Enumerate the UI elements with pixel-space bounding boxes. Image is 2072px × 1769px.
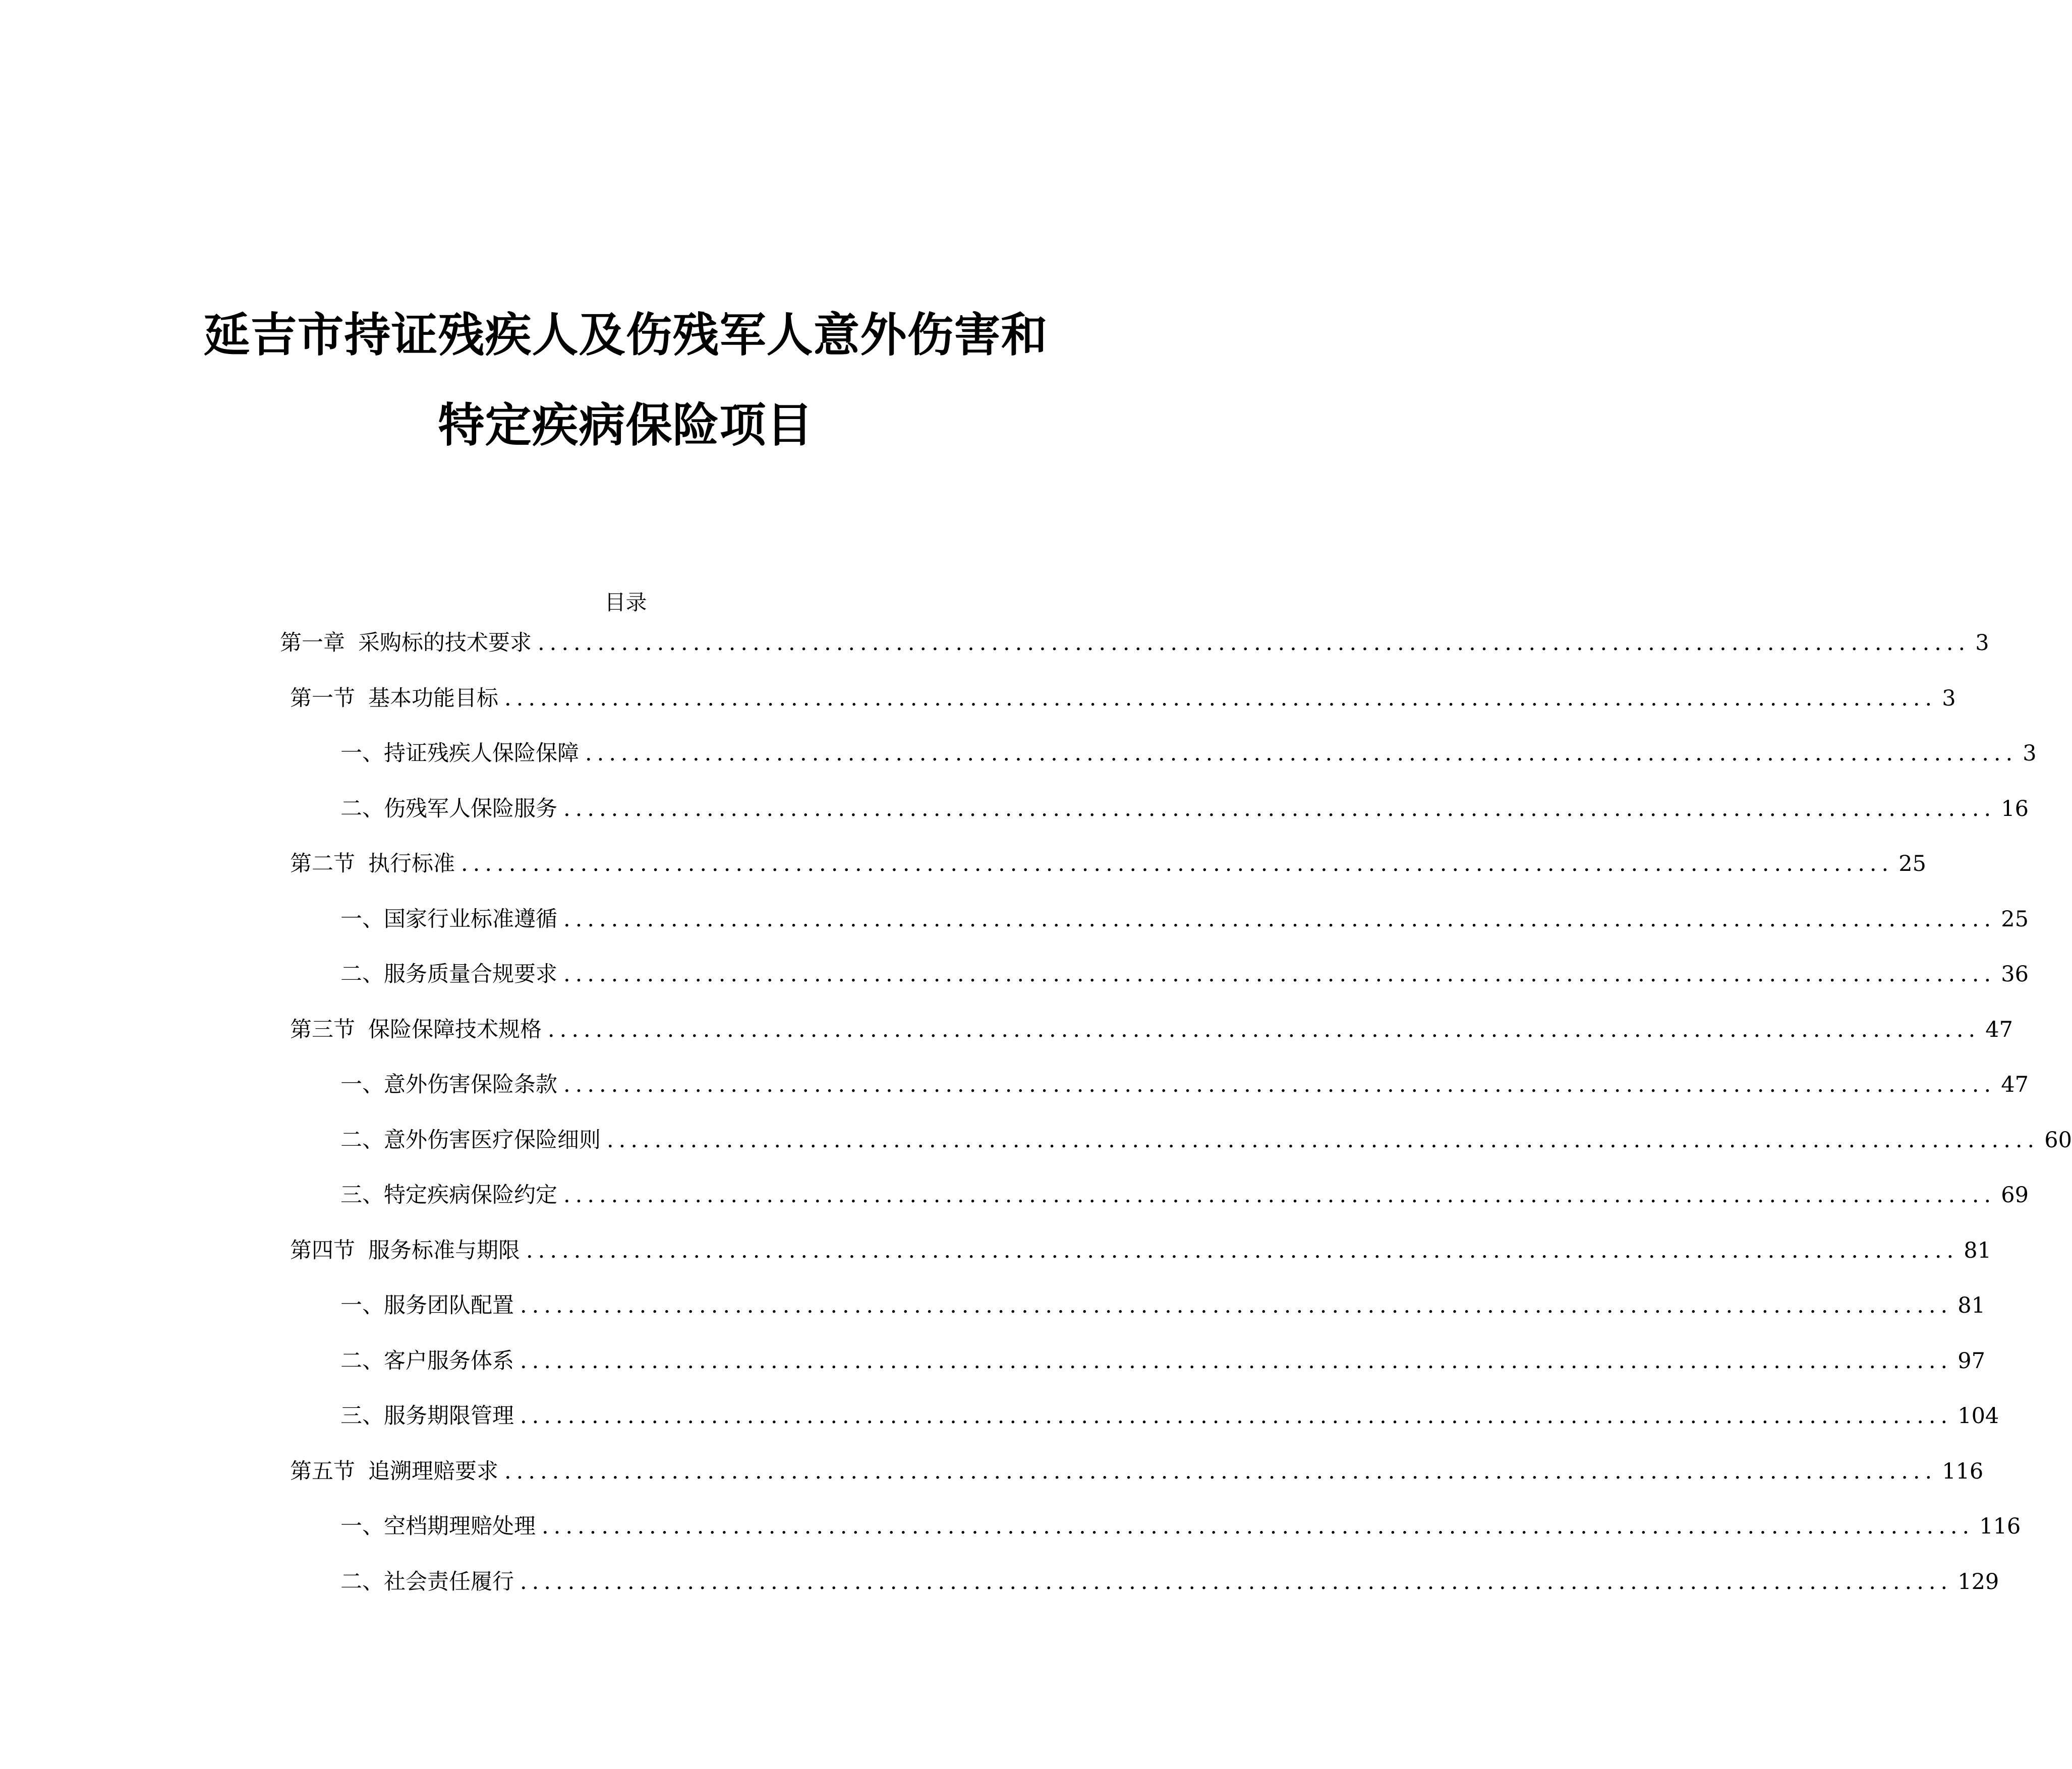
toc-entry-page: 47	[2001, 1072, 2029, 1097]
toc-entry-prefix: 二、	[340, 796, 384, 821]
toc-leader-dots: ........................................................................................................................	[563, 1072, 1996, 1097]
toc-entry-item[interactable]	[340, 1123, 2072, 1158]
toc-entry-page: 3	[2023, 741, 2037, 766]
toc-entry-page: 129	[1958, 1569, 1999, 1595]
toc-leader-dots: ........................................................................................................................	[548, 1017, 1981, 1042]
toc-heading: 目录	[604, 590, 647, 615]
toc-entry-label: 伤残军人保险服务	[384, 796, 557, 821]
toc-entry-section-5[interactable]	[290, 1454, 1984, 1489]
toc-entry-prefix: 第二节	[290, 851, 355, 876]
toc-entry-item[interactable]	[340, 902, 2029, 937]
toc-entry-page: 69	[2001, 1183, 2029, 1208]
toc-entry-label: 客户服务体系	[384, 1348, 514, 1374]
toc-leader-dots: ........................................................................................................................	[520, 1293, 1953, 1318]
toc-leader-dots: ........................................................................................................................	[520, 1569, 1953, 1595]
toc-entry-section-1[interactable]	[290, 681, 1956, 716]
toc-entry-page: 81	[1964, 1238, 1991, 1263]
toc-entry-page: 3	[1975, 630, 1989, 656]
toc-entry-page: 47	[1985, 1017, 2013, 1042]
toc-entry-item[interactable]	[340, 1564, 1999, 1600]
toc-entry-label: 基本功能目标	[368, 686, 498, 711]
toc-entry-page: 25	[2001, 907, 2029, 932]
toc-entry-prefix: 一、	[340, 1072, 384, 1097]
toc-entry-label: 追溯理赔要求	[368, 1459, 498, 1484]
toc-entry-label: 服务质量合规要求	[384, 962, 557, 987]
toc-entry-prefix: 二、	[340, 1348, 384, 1374]
toc-entry-page: 116	[1979, 1514, 2021, 1539]
toc-entry-prefix: 一、	[340, 1293, 384, 1318]
toc-entry-item[interactable]	[340, 1509, 2021, 1544]
toc-leader-dots: ........................................................................................................................	[585, 741, 2018, 766]
toc-entry-label: 采购标的技术要求	[358, 630, 532, 656]
toc-entry-item[interactable]	[340, 1177, 2029, 1213]
toc-entry-prefix: 一、	[340, 741, 384, 766]
toc-entry-page: 25	[1898, 851, 1926, 876]
toc-entry-prefix: 第一章	[280, 630, 345, 656]
toc-entry-chapter-1[interactable]	[280, 625, 1989, 661]
toc-entry-prefix: 第三节	[290, 1017, 355, 1042]
toc-entry-item[interactable]	[340, 1398, 1999, 1434]
toc-leader-dots: ........................................................................................................................	[520, 1348, 1953, 1374]
toc-leader-dots: ........................................................................................................................	[461, 851, 1894, 876]
toc-entry-prefix: 第一节	[290, 686, 355, 711]
toc-entry-prefix: 三、	[340, 1183, 384, 1208]
toc-entry-prefix: 一、	[340, 1514, 384, 1539]
toc-entry-label: 社会责任履行	[384, 1569, 514, 1595]
toc-entry-prefix: 一、	[340, 907, 384, 932]
toc-entry-page: 36	[2001, 962, 2029, 987]
toc-entry-page: 97	[1958, 1348, 1985, 1374]
toc-entry-label: 国家行业标准遵循	[384, 907, 557, 932]
toc-entry-item[interactable]	[340, 1067, 2029, 1102]
toc-entry-label: 特定疾病保险约定	[384, 1183, 557, 1208]
toc-entry-prefix: 二、	[340, 1569, 384, 1595]
toc-entry-label: 服务期限管理	[384, 1403, 514, 1429]
toc-entry-prefix: 第四节	[290, 1238, 355, 1263]
toc-entry-page: 16	[2001, 796, 2029, 821]
toc-leader-dots: ........................................................................................................................	[607, 1128, 2040, 1153]
toc-entry-page: 60	[2044, 1128, 2072, 1153]
toc-entry-prefix: 二、	[340, 962, 384, 987]
toc-entry-page: 81	[1958, 1293, 1985, 1318]
toc-entry-section-2[interactable]	[290, 846, 1926, 881]
toc-entry-prefix: 第五节	[290, 1459, 355, 1484]
toc-entry-label: 服务团队配置	[384, 1293, 514, 1318]
toc-entry-prefix: 二、	[340, 1128, 384, 1153]
toc-leader-dots: ........................................................................................................................	[542, 1514, 1975, 1539]
document-title-line-2: 特定疾病保险项目	[438, 398, 814, 452]
toc-entry-label: 意外伤害保险条款	[384, 1072, 557, 1097]
toc-entry-item[interactable]	[340, 1343, 1985, 1379]
toc-leader-dots: ........................................................................................................................	[538, 630, 1971, 656]
toc-leader-dots: ........................................................................................................................	[504, 1459, 1937, 1484]
toc-entry-item[interactable]	[340, 791, 2029, 827]
toc-leader-dots: ........................................................................................................................	[504, 686, 1937, 711]
toc-entry-page: 116	[1942, 1459, 1984, 1484]
toc-entry-label: 保险保障技术规格	[368, 1017, 542, 1042]
toc-entry-page: 3	[1942, 686, 1956, 711]
toc-entry-item[interactable]	[340, 957, 2029, 992]
toc-entry-label: 执行标准	[368, 851, 455, 876]
toc-entry-label: 空档期理赔处理	[384, 1514, 536, 1539]
toc-entry-label: 服务标准与期限	[368, 1238, 520, 1263]
document-title-line-1: 延吉市持证残疾人及伤残军人意外伤害和	[203, 308, 1048, 362]
toc-leader-dots: ........................................................................................................................	[563, 962, 1996, 987]
toc-entry-label: 意外伤害医疗保险细则	[384, 1128, 601, 1153]
toc-entry-page: 104	[1958, 1403, 1999, 1429]
toc-leader-dots: ........................................................................................................................	[520, 1403, 1953, 1429]
toc-entry-item[interactable]	[340, 736, 2037, 771]
toc-leader-dots: ........................................................................................................................	[563, 796, 1996, 821]
toc-leader-dots: ........................................................................................................................	[563, 1183, 1996, 1208]
toc-entry-item[interactable]	[340, 1288, 1985, 1323]
toc-leader-dots: ........................................................................................................................	[526, 1238, 1959, 1263]
toc-entry-section-4[interactable]	[290, 1233, 1991, 1268]
toc-entry-section-3[interactable]	[290, 1012, 2013, 1047]
toc-entry-label: 持证残疾人保险保障	[384, 741, 579, 766]
toc-entry-prefix: 三、	[340, 1403, 384, 1429]
toc-leader-dots: ........................................................................................................................	[563, 907, 1996, 932]
